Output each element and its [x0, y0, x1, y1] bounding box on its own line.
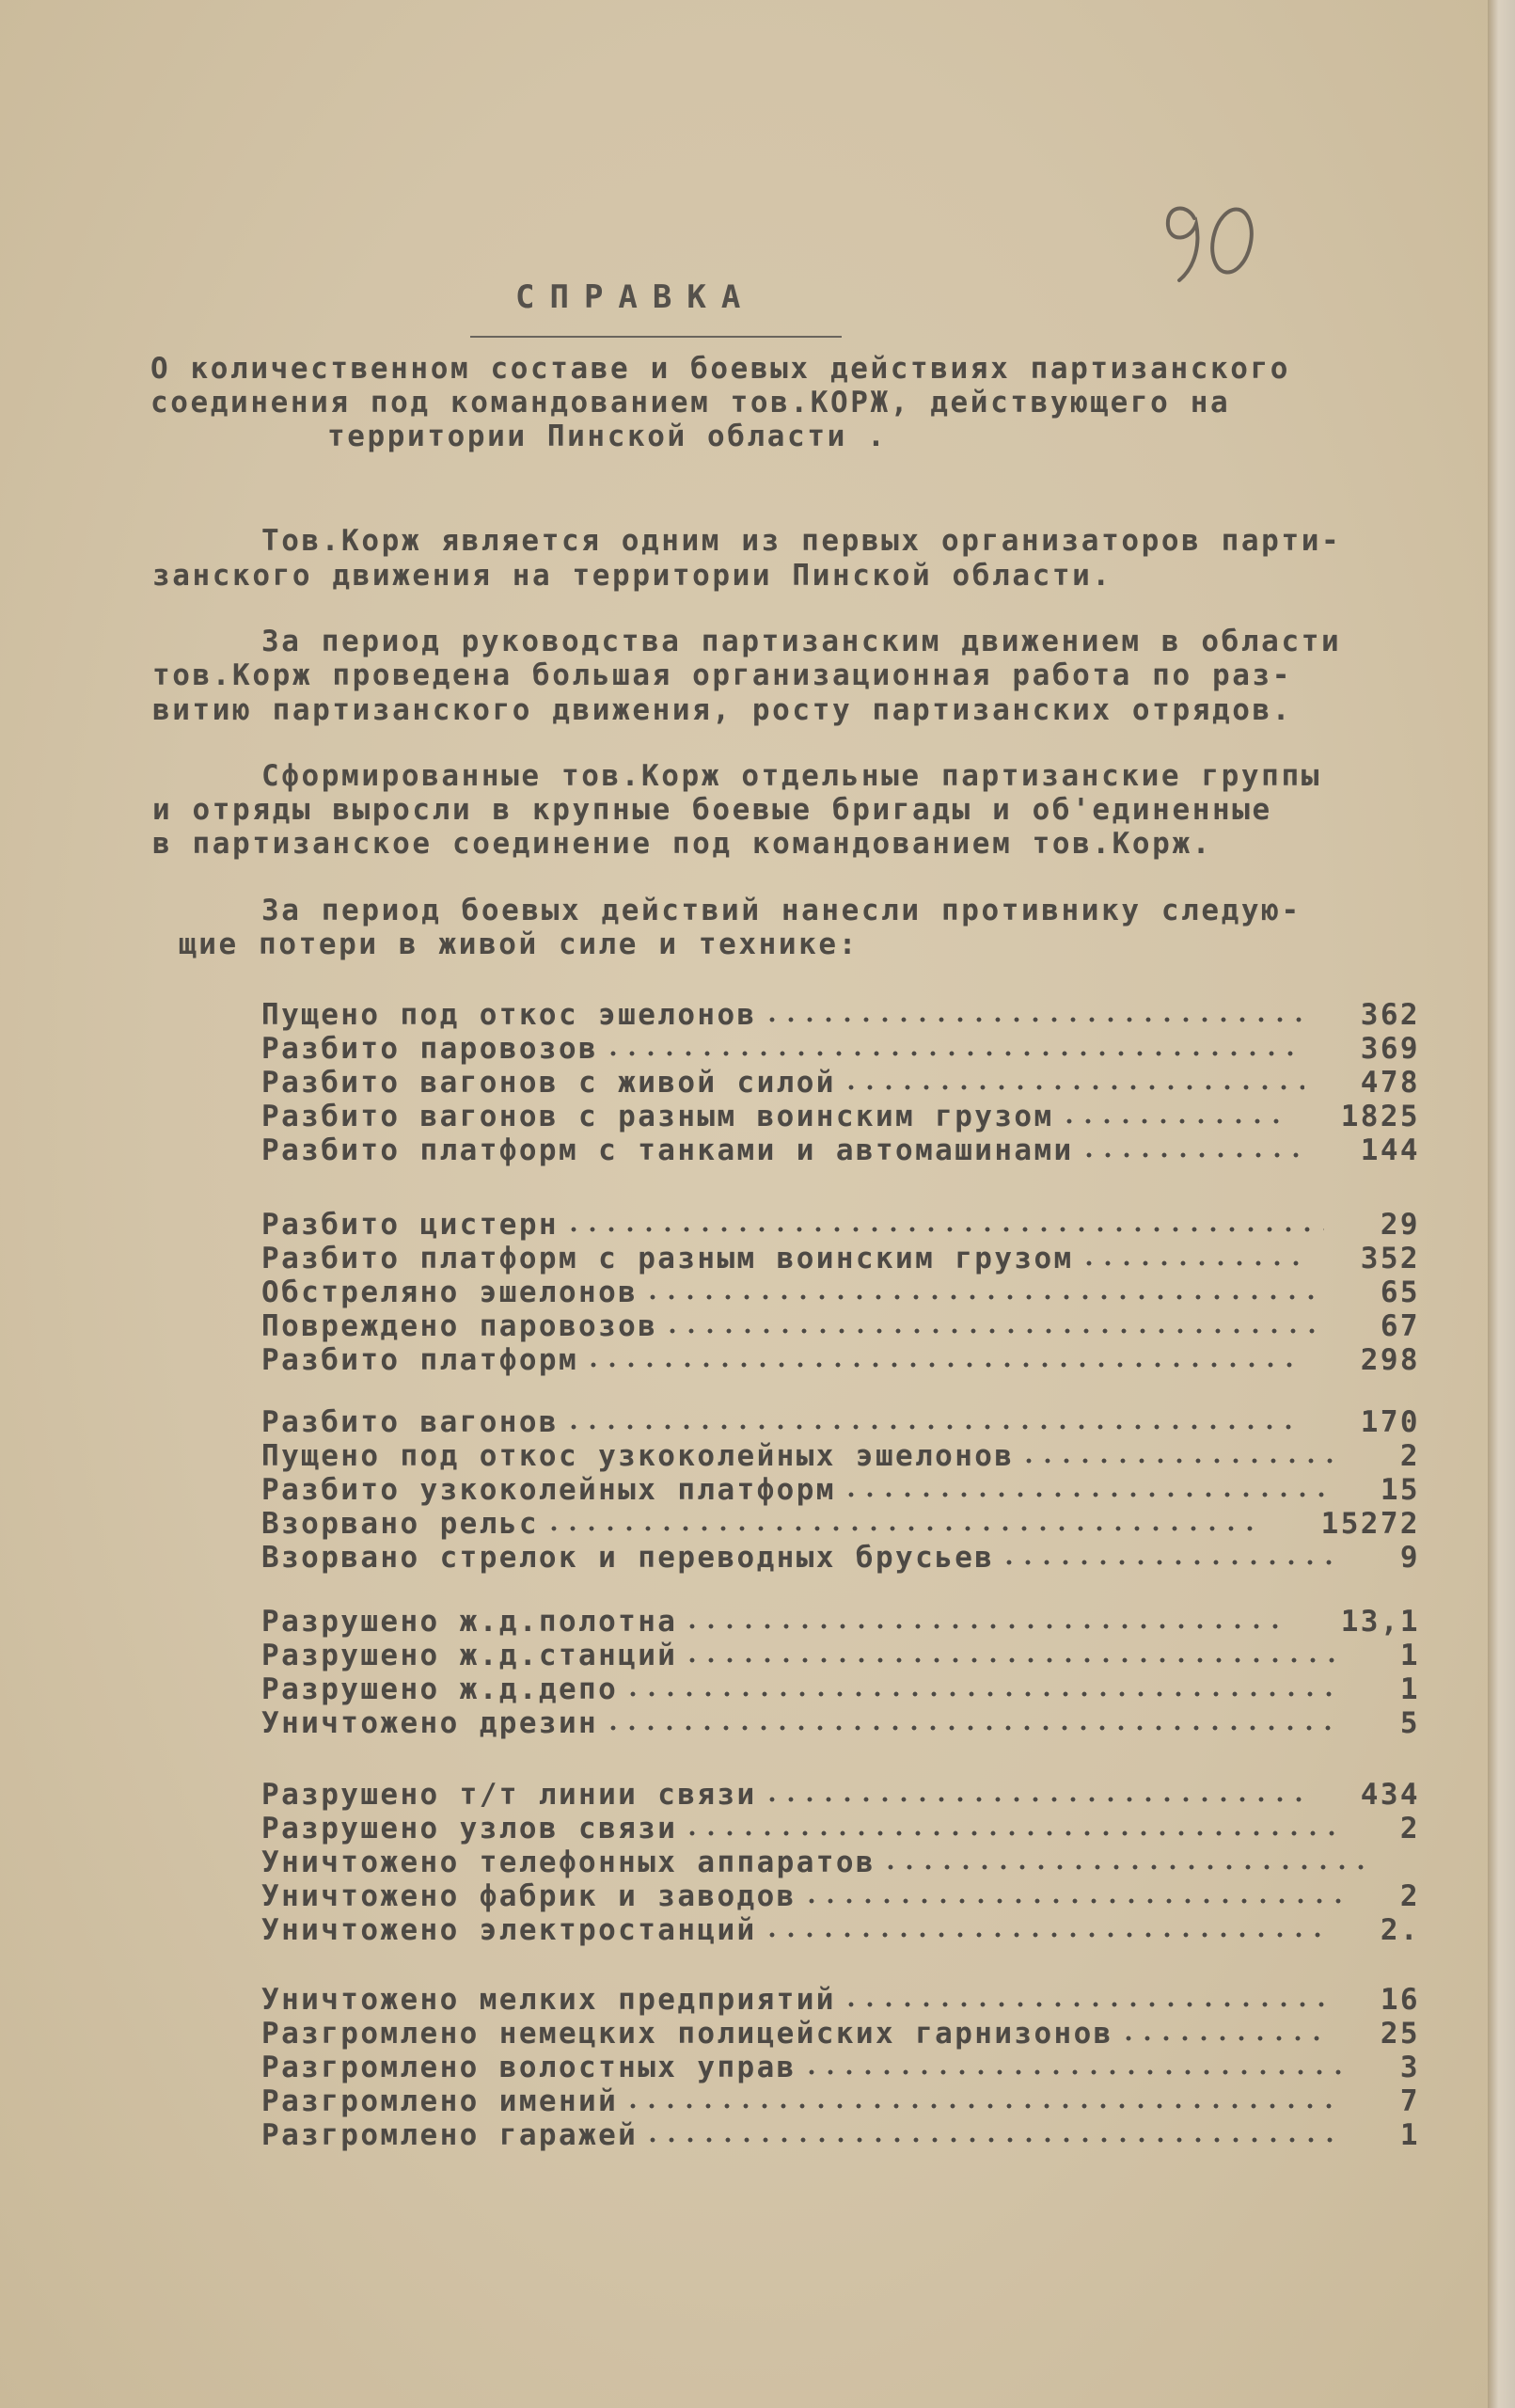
stat-value: 16	[1380, 1983, 1420, 2017]
stat-value: 352	[1360, 1242, 1420, 1275]
stat-label: Разбито вагонов	[261, 1405, 559, 1439]
leader-dots	[763, 1017, 1304, 1022]
leader-dots	[1080, 1152, 1304, 1158]
stat-row	[261, 1812, 1420, 1846]
stat-label: Разбито вагонов с живой силой	[261, 1066, 836, 1100]
leader-dots	[643, 1294, 1324, 1300]
stat-label: Разрушено узлов связи	[261, 1812, 678, 1846]
stat-value: 478	[1360, 1066, 1420, 1100]
stat-label: Разрушено т/т линии связи	[261, 1778, 757, 1812]
stat-value: 434	[1360, 1778, 1420, 1812]
stat-row	[261, 1983, 1420, 2017]
stat-label: Пущено под откос эшелонов	[261, 998, 757, 1032]
leader-dots	[802, 2069, 1344, 2075]
stat-label: Разгромлено имений	[261, 2084, 619, 2118]
leader-dots	[842, 1492, 1324, 1497]
stat-label: Взорвано стрелок и переводных брусьев	[261, 1541, 995, 1575]
stat-label: Повреждено паровозов	[261, 1309, 658, 1343]
paragraph-line: Тов.Корж является одним из первых организаторов парти-	[261, 524, 1342, 558]
leader-dots	[763, 1797, 1304, 1802]
stat-value: 15	[1380, 1473, 1420, 1507]
stat-row	[261, 1913, 1420, 1947]
paragraph-line: в партизанское соединение под командованием тов.Корж.	[152, 827, 1212, 861]
paragraph-line: витию партизанского движения, росту партизанских отрядов.	[152, 693, 1293, 727]
stat-label: Разбито платформ	[261, 1343, 579, 1377]
stat-row	[261, 1846, 1420, 1879]
stat-row	[261, 1507, 1420, 1541]
paragraph-line: тов.Корж проведена большая организационная работа по раз-	[152, 658, 1293, 692]
stat-row	[261, 1242, 1420, 1275]
leader-dots	[1119, 2036, 1324, 2041]
stat-value: 67	[1380, 1309, 1420, 1343]
stat-row	[261, 1778, 1420, 1812]
stat-value: 298	[1360, 1343, 1420, 1377]
stat-value: 1	[1399, 1639, 1420, 1672]
stat-value: 2	[1399, 1879, 1420, 1913]
stat-label: Разбито платформ с танками и автомашинами	[261, 1133, 1074, 1167]
stat-value: 13,1	[1340, 1605, 1420, 1639]
leader-dots	[683, 1657, 1344, 1663]
stat-value: 170	[1360, 1405, 1420, 1439]
stat-label: Разбито платформ с разным воинским грузом	[261, 1242, 1074, 1275]
leader-dots	[1060, 1118, 1285, 1124]
stat-value: 2	[1399, 1812, 1420, 1846]
stat-row	[261, 1605, 1420, 1639]
stat-row	[261, 1706, 1420, 1740]
stat-row	[261, 2118, 1420, 2152]
stat-label: Уничтожено электростанций	[261, 1913, 757, 1947]
stat-value: 29	[1380, 1208, 1420, 1242]
stat-value: 3	[1399, 2051, 1420, 2084]
title-underline	[470, 336, 842, 338]
stat-row	[261, 1343, 1420, 1377]
leader-dots	[643, 2137, 1344, 2143]
stat-row	[261, 1879, 1420, 1913]
stat-label: Уничтожено фабрик и заводов	[261, 1879, 797, 1913]
stat-label: Уничтожено телефонных аппаратов	[261, 1846, 876, 1879]
subtitle-line: О количественном составе и боевых действиях партизанского	[150, 352, 1291, 386]
leader-dots	[564, 1227, 1324, 1232]
leader-dots	[663, 1328, 1324, 1334]
stat-row	[261, 1066, 1420, 1100]
stat-value: 1825	[1340, 1100, 1420, 1133]
stat-label: Обстреляно эшелонов	[261, 1275, 639, 1309]
subtitle-line: соединения под командованием тов.КОРЖ, действующего на	[150, 386, 1231, 420]
stat-row	[261, 1473, 1420, 1507]
stat-value: 65	[1380, 1275, 1420, 1309]
leader-dots	[623, 1691, 1344, 1697]
stat-value: 1	[1399, 1672, 1420, 1706]
stat-label: Уничтожено мелких предприятий	[261, 1983, 836, 2017]
page-title: СПРАВКА	[515, 278, 756, 316]
leader-dots	[842, 1085, 1304, 1090]
leader-dots	[584, 1362, 1304, 1368]
stat-row	[261, 2084, 1420, 2118]
stat-row	[261, 1032, 1420, 1066]
leader-dots	[1080, 1260, 1304, 1266]
stat-label: Разрушено ж.д.депо	[261, 1672, 619, 1706]
leader-dots	[1000, 1560, 1344, 1565]
paragraph-line: щие потери в живой силе и технике:	[179, 927, 859, 961]
stat-row	[261, 1309, 1420, 1343]
stat-row	[261, 2017, 1420, 2051]
leader-dots	[763, 1932, 1324, 1938]
stat-label: Разгромлено немецких полицейских гарнизонов	[261, 2017, 1113, 2051]
leader-dots	[544, 1526, 1265, 1531]
stat-row	[261, 1133, 1420, 1167]
stat-label: Разбито цистерн	[261, 1208, 559, 1242]
leader-dots	[842, 2002, 1324, 2007]
stat-row	[261, 1275, 1420, 1309]
handwritten-page-number	[1159, 186, 1271, 290]
stat-row	[261, 1439, 1420, 1473]
leader-dots	[604, 1051, 1304, 1056]
stat-value: 362	[1360, 998, 1420, 1032]
stat-row	[261, 1405, 1420, 1439]
stat-row	[261, 1208, 1420, 1242]
paragraph-line: Сформированные тов.Корж отдельные партизанские группы	[261, 759, 1321, 793]
stat-value: 369	[1360, 1032, 1420, 1066]
stat-value: 2	[1399, 1439, 1420, 1473]
stat-value: 7	[1399, 2084, 1420, 2118]
stat-label: Разрушено ж.д.полотна	[261, 1605, 678, 1639]
stat-row	[261, 1639, 1420, 1672]
stat-value: 1	[1399, 2118, 1420, 2152]
paragraph-line: За период боевых действий нанесли противнику следую-	[261, 894, 1302, 927]
stat-label: Разбито паровозов	[261, 1032, 599, 1066]
leader-dots	[604, 1725, 1344, 1731]
leader-dots	[623, 2103, 1344, 2109]
stat-row	[261, 1541, 1420, 1575]
stat-value: 25	[1380, 2017, 1420, 2051]
stat-value: 15272	[1320, 1507, 1420, 1541]
subtitle-line: территории Пинской области .	[327, 420, 888, 453]
page-edge	[1488, 0, 1515, 2408]
stat-row	[261, 1100, 1420, 1133]
leader-dots	[1019, 1458, 1344, 1464]
stat-value: 2.	[1380, 1913, 1420, 1947]
stat-label: Разгромлено волостных управ	[261, 2051, 797, 2084]
stat-label: Разбито вагонов с разным воинским грузом	[261, 1100, 1054, 1133]
stat-value: 9	[1399, 1541, 1420, 1575]
stat-label: Разбито узкоколейных платформ	[261, 1473, 836, 1507]
stat-label: Пущено под откос узкоколейных эшелонов	[261, 1439, 1015, 1473]
leader-dots	[683, 1830, 1344, 1836]
paragraph-line: занского движения на территории Пинской области.	[152, 559, 1113, 593]
stat-row	[261, 2051, 1420, 2084]
leader-dots	[683, 1624, 1284, 1629]
stat-label: Разрушено ж.д.станций	[261, 1639, 678, 1672]
stat-label: Взорвано рельс	[261, 1507, 539, 1541]
stat-value: 5	[1399, 1706, 1420, 1740]
stat-label: Уничтожено дрезин	[261, 1706, 599, 1740]
paragraph-line: и отряды выросли в крупные боевые бригады и об'единенные	[152, 793, 1272, 827]
paragraph-line: За период руководства партизанским движением в области	[261, 625, 1342, 658]
leader-dots	[802, 1898, 1344, 1904]
stat-label: Разгромлено гаражей	[261, 2118, 639, 2152]
leader-dots	[881, 1864, 1364, 1870]
stat-row	[261, 1672, 1420, 1706]
stat-value: 144	[1360, 1133, 1420, 1167]
leader-dots	[564, 1424, 1304, 1430]
stat-row	[261, 998, 1420, 1032]
